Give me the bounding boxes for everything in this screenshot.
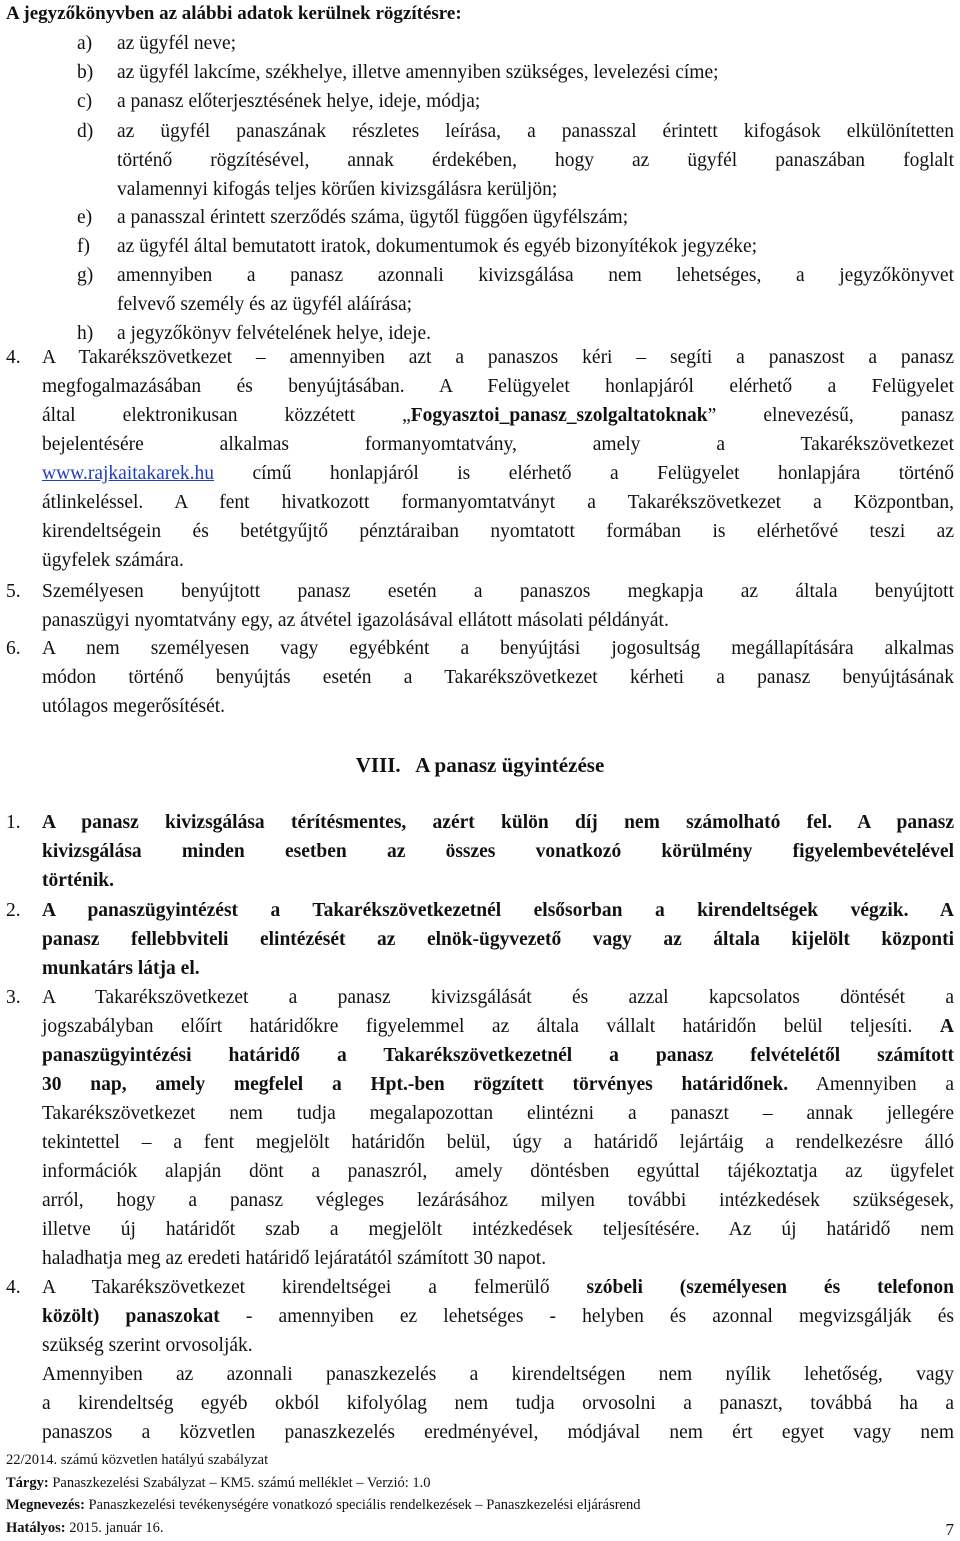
list-item-text: az ügyfél által bemutatott iratok, dokumentumok és egyéb bizonyítékok jegyzéke; — [117, 236, 758, 257]
intro-heading: A jegyzőkönyvben az alábbi adatok kerülnek rögzítésre: — [6, 3, 462, 24]
text-segment-bold: közölt) panaszokat — [42, 1306, 220, 1327]
section-point-3-line: haladhatja meg az eredeti határidő lejáratától számított 30 napot. — [42, 1248, 547, 1269]
text-segment: című honlapjáról is elérhető a Felügyelet honlapjára történő — [214, 463, 954, 484]
section-point-3-number: 3. — [6, 987, 21, 1008]
text-segment: - amennyiben ez lehetséges - helyben és azonnal megvizsgálják és — [219, 1306, 954, 1327]
section-point-3-line: A Takarékszövetkezet a panasz kivizsgálását és azzal kapcsolatos döntését a — [42, 987, 954, 1008]
point-4-line: átlinkeléssel. A fent hivatkozott formanyomtatványt a Takarékszövetkezet a Központban, — [42, 492, 954, 513]
list-item-label: f) — [77, 236, 90, 257]
point-5-line: Személyesen benyújtott panasz esetén a panaszos megkapja az általa benyújtott — [42, 581, 954, 602]
page-number: 7 — [945, 1520, 954, 1539]
list-item-label: a) — [77, 33, 93, 54]
point-4-line — [42, 404, 954, 428]
section-point-4-line: panaszos a közvetlen panaszkezelés eredményével, módjával nem ért egyet vagy nem — [42, 1422, 954, 1443]
text-segment-bold: szóbeli (személyesen és telefonon — [586, 1277, 954, 1298]
section-point-4-line: szükség szerint orvosolják. — [42, 1335, 253, 1356]
footer-label: Hatályos: — [6, 1520, 66, 1536]
website-link[interactable]: www.rajkaitakarek.hu — [42, 463, 214, 484]
point-4-line: bejelentésére alkalmas formanyomtatvány, amely a Takarékszövetkezet — [42, 434, 954, 455]
point-6-line: módon történő benyújtás esetén a Takarékszövetkezet kérheti a panasz benyújtásának — [42, 667, 954, 688]
section-point-1-line: A panasz kivizsgálása térítésmentes, azért külön díj nem számolható fel. A panasz — [42, 812, 954, 833]
footer-designation — [6, 1497, 640, 1514]
list-item-text: felvevő személy és az ügyfél aláírása; — [117, 294, 413, 315]
section-point-4-line — [42, 1305, 954, 1329]
text-segment: jogszabályban előírt határidőkre figyelemmel az általa vállalt határidőn belül teljesíti. — [42, 1016, 940, 1037]
text-segment-bold: A — [939, 1016, 954, 1037]
list-item-text: a jegyzőkönyv felvételének helye, ideje. — [117, 323, 432, 344]
list-item-text: valamennyi kifogás teljes körűen kivizsgálásra kerüljön; — [117, 179, 558, 200]
section-point-2-line: A panaszügyintézést a Takarékszövetkezetnél elsősorban a kirendeltségek végzik. A — [42, 900, 954, 921]
list-item-label: e) — [77, 207, 93, 228]
list-item-label: h) — [77, 323, 94, 344]
section-point-1-line: történik. — [42, 870, 115, 891]
text-segment: A Takarékszövetkezet kirendeltségei a felmerülő — [42, 1277, 587, 1298]
list-item-text: az ügyfél panaszának részletes leírása, a panasszal érintett kifogások elkülönítetten — [117, 121, 954, 142]
section-point-3-line: Takarékszövetkezet nem tudja megalapozottan elintézni a panaszt – annak jellegére — [42, 1103, 954, 1124]
point-4-number: 4. — [6, 347, 21, 368]
footer-value: Panaszkezelési Szabályzat – KM5. számú melléklet – Verzió: 1.0 — [48, 1475, 431, 1491]
point-6-number: 6. — [6, 638, 21, 659]
section-point-2-line: munkatárs látja el. — [42, 958, 200, 979]
section-point-2-number: 2. — [6, 900, 21, 921]
section-point-3-line: információk alapján dönt a panaszról, amely döntésben egyúttal tájékoztatja az ügyfelet — [42, 1161, 954, 1182]
section-point-1-line: kivizsgálása minden esetben az összes vonatkozó körülmény figyelembevételével — [42, 841, 954, 862]
form-name-bold: Fogyasztoi_panasz_szolgaltatoknak — [410, 405, 708, 426]
list-item-text: a panasz előterjesztésének helye, ideje, módja; — [117, 91, 481, 112]
list-item-text: amennyiben a panasz azonnali kivizsgálása nem lehetséges, a jegyzőkönyvet — [117, 265, 954, 286]
section-point-3-line — [42, 1073, 954, 1097]
point-5-line: panaszügyi nyomtatvány egy, az átvétel igazolásával ellátott másolati példányát. — [42, 610, 669, 631]
point-6-line: A nem személyesen vagy egyébként a benyújtási jogosultság megállapítására alkalmas — [42, 638, 954, 659]
text-segment: által elektronikusan közzétett „ — [42, 405, 411, 426]
point-4-line: ügyfelek számára. — [42, 550, 184, 571]
text-segment: Amennyiben a — [788, 1074, 954, 1095]
section-point-3-line: panaszügyintézési határidő a Takarékszövetkezetnél a panasz felvételétől számított — [42, 1045, 954, 1066]
section-point-4-line: a kirendeltség egyéb okból kifolyólag nem tudja orvosolni a panaszt, továbbá ha a — [42, 1393, 954, 1414]
section-point-3-line: illetve új határidőt szab a megjelölt intézkedések teljesítésére. Az új határidő nem — [42, 1219, 954, 1240]
list-item-label: b) — [77, 62, 94, 83]
list-item-text: az ügyfél lakcíme, székhelye, illetve amennyiben szükséges, levelezési címe; — [117, 62, 719, 83]
section-point-4-line: Amennyiben az azonnali panaszkezelés a kirendeltségen nem nyílik lehetőség, vagy — [42, 1364, 954, 1385]
text-segment-bold: 30 nap, amely megfelel a Hpt.-ben rögzített törvényes határidőnek. — [42, 1074, 789, 1095]
point-4-line — [42, 462, 954, 486]
point-4-line: A Takarékszövetkezet – amennyiben azt a panaszos kéri – segíti a panaszost a panasz — [42, 347, 954, 368]
point-4-line: kirendeltségein és betétgyűjtő pénztáraiban nyomtatott formában is elérhetővé teszi az — [42, 521, 954, 542]
section-point-2-line: panasz fellebbviteli elintézését az elnök-ügyvezető vagy az általa kijelölt központi — [42, 929, 954, 950]
section-point-3-line: arról, hogy a panasz végleges lezárásához milyen további intézkedések szükségesek, — [42, 1190, 954, 1211]
list-item-label: c) — [77, 91, 93, 112]
footer-effective-date — [6, 1520, 163, 1537]
list-item-text: az ügyfél neve; — [117, 33, 237, 54]
list-item-text: történő rögzítésével, annak érdekében, hogy az ügyfél panaszában foglalt — [117, 150, 954, 171]
point-5-number: 5. — [6, 581, 21, 602]
list-item-label: d) — [77, 121, 94, 142]
section-point-4-line — [42, 1276, 954, 1300]
section-point-3-line — [42, 1015, 954, 1039]
footer-value: 2015. január 16. — [65, 1520, 164, 1536]
footer-label: Megnevezés: — [6, 1497, 85, 1513]
point-6-line: utólagos megerősítését. — [42, 696, 226, 717]
text-segment: ” elnevezésű, panasz — [707, 405, 954, 426]
point-4-line: megfogalmazásában és benyújtásában. A Felügyelet honlapjáról elérhető a Felügyelet — [42, 376, 954, 397]
footer-value: Panaszkezelési tevékenységére vonatkozó speciális rendelkezések – Panaszkezelési eljárásrend — [84, 1497, 641, 1513]
section-point-4-number: 4. — [6, 1277, 21, 1298]
section-point-3-line: tekintettel – a fent megjelölt határidőn belül, úgy a határidő lejártáig a rendelkezésre álló — [42, 1132, 954, 1153]
footer-label: Tárgy: — [6, 1475, 49, 1491]
list-item-label: g) — [77, 265, 94, 286]
footer-regulation-number: 22/2014. számú közvetlen hatályú szabályzat — [6, 1452, 269, 1468]
section-point-1-number: 1. — [6, 812, 21, 833]
section-heading: VIII. A panasz ügyintézése — [355, 753, 605, 777]
footer-subject — [6, 1475, 431, 1492]
list-item-text: a panasszal érintett szerződés száma, ügytől függően ügyfélszám; — [117, 207, 629, 228]
